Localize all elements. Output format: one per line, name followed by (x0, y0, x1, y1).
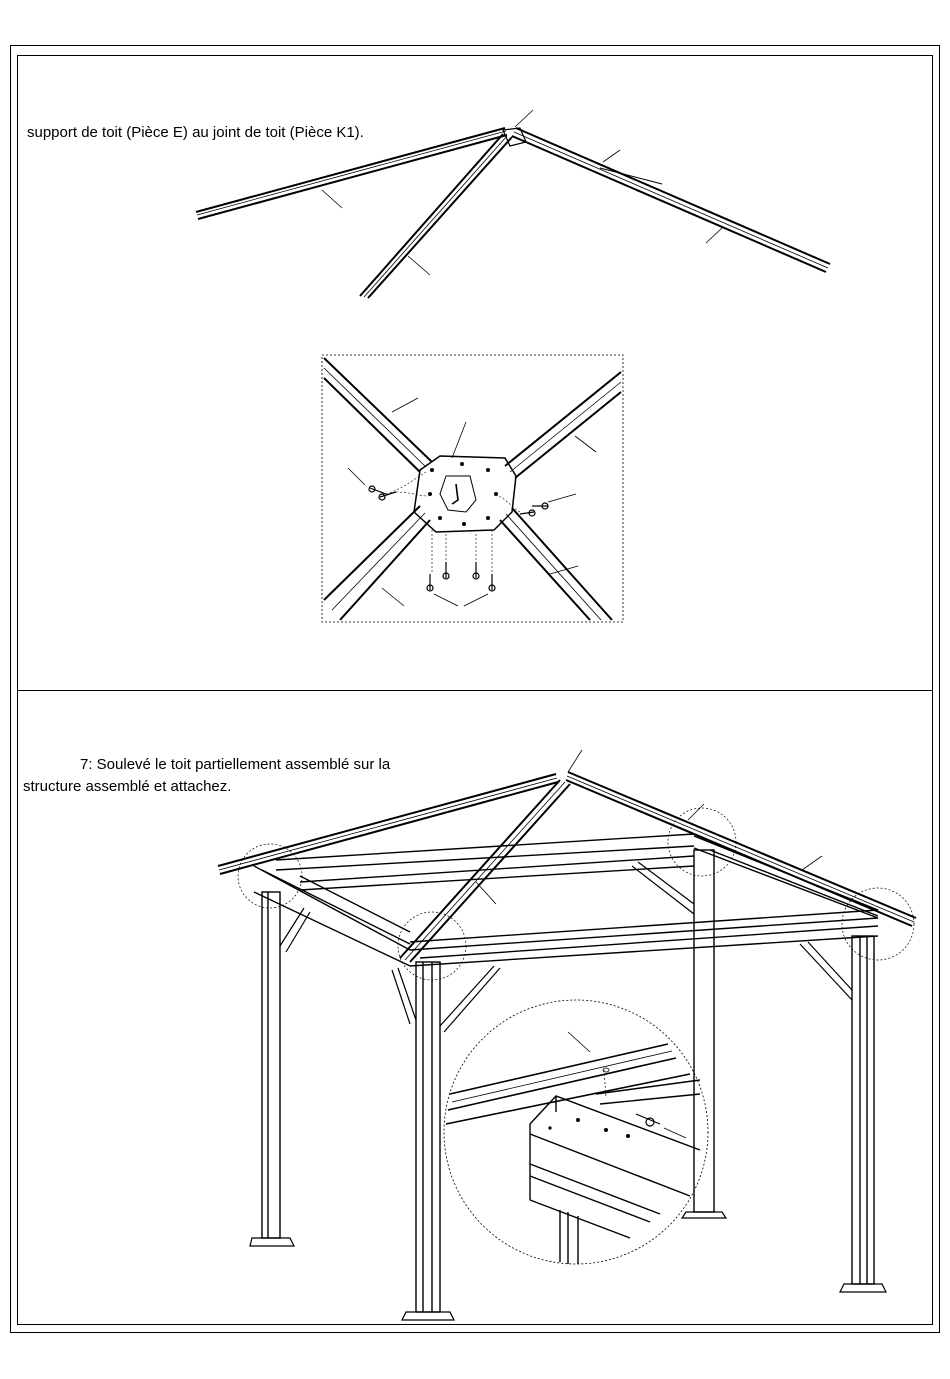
bracket-detail-figure (444, 1000, 708, 1264)
roof-support-instruction: support de toit (Pièce E) au joint de toit (Pièce K1). (27, 124, 364, 141)
step-7-line-1: 7: Soulevé le toit partiellement assemblé sur la (80, 756, 391, 773)
roof-rafter-front (360, 134, 512, 298)
roof-rafter-right (512, 128, 830, 272)
joint-detail-figure (322, 355, 623, 622)
step-7-line-2: structure assemblé et attachez. (23, 778, 232, 795)
bolt-group (369, 486, 548, 591)
roof-supports-figure (196, 110, 830, 298)
gazebo-assembly-figure (218, 750, 916, 1320)
roof-rafter-left (196, 128, 507, 219)
